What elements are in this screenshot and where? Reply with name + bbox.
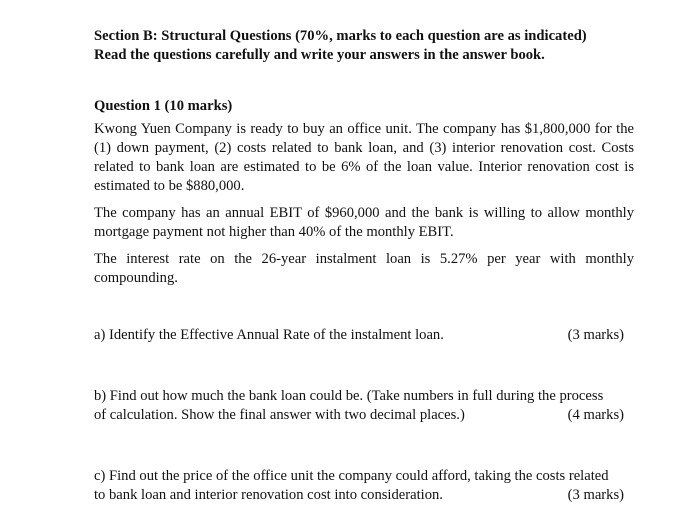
part-a-marks: (3 marks) (567, 327, 624, 343)
exam-page (94, 27, 634, 505)
part-c-line2-row (94, 486, 634, 505)
part-b-line2: of calculation. Show the final answer with two decimal places.) (94, 407, 465, 423)
question-paragraph-3: The interest rate on the 26-year instalment loan is 5.27% per year with monthly compounding. (94, 251, 634, 286)
question-paragraph-2: The company has an annual EBIT of $960,000 and the bank is willing to allow monthly mortgage payment not higher than 40% of the monthly EBIT. (94, 205, 634, 240)
part-b-line2-row (94, 406, 634, 425)
part-b-line1: b) Find out how much the bank loan could be. (Take numbers in full during the process (94, 388, 604, 404)
part-c-line1: c) Find out the price of the office unit the company could afford, taking the costs related (94, 468, 609, 484)
question-paragraph-1: Kwong Yuen Company is ready to buy an office unit. The company has $1,800,000 for the (1) down payment, (2) costs related to bank loan, and (3) interior renovation cost. Costs related to bank loan are estimated to be 6% of the loan value. Interior renovation cost is estimated to be $880,000. (94, 121, 634, 194)
part-a-text: a) Identify the Effective Annual Rate of the instalment loan. (94, 327, 444, 343)
section-heading-line2: Read the questions carefully and write your answers in the answer book. (94, 47, 545, 63)
part-b-marks: (4 marks) (567, 407, 624, 423)
part-c (94, 467, 634, 505)
question-title: Question 1 (10 marks) (94, 98, 233, 114)
part-c-line2: to bank loan and interior renovation cost into consideration. (94, 487, 443, 503)
part-a (94, 326, 634, 345)
section-heading-line1: Section B: Structural Questions (70%, marks to each question are as indicated) (94, 28, 587, 44)
part-c-marks: (3 marks) (567, 487, 624, 503)
section-heading (94, 27, 634, 65)
part-b (94, 387, 634, 425)
